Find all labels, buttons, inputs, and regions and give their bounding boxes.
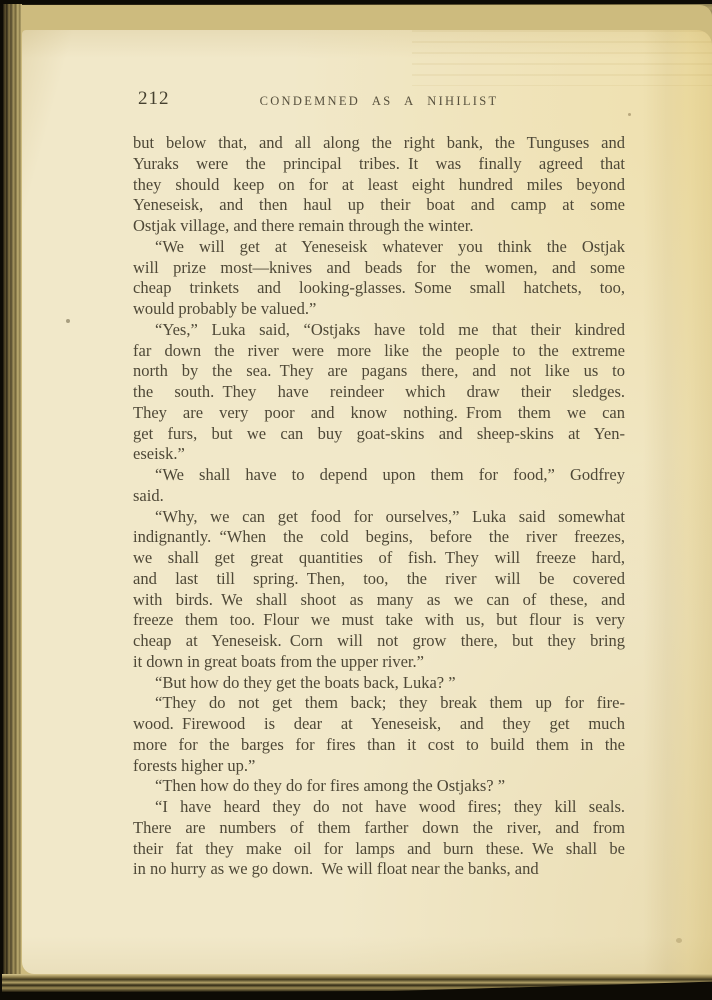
text-line: but below that, and all along the right bank, the Tunguses and [133, 133, 625, 152]
text-line: we shall get great quantities of fish. They will freeze hard, [133, 548, 625, 567]
paragraph [133, 797, 625, 880]
text-line: indignantly. “When the cold begins, before the river freezes, [133, 527, 625, 547]
text-line: cheap at Yeneseisk. Corn will not grow there, but they bring [133, 631, 625, 650]
running-header-title: CONDEMNED AS A NIHILIST [259, 94, 499, 108]
text-line: “Then how do they do for fires among the Ostjaks? ” [155, 776, 506, 796]
text-line: “We shall have to depend upon them for food,” Godfrey [155, 465, 625, 484]
page-stack-left-edge [3, 4, 22, 990]
paper-smudge [160, 640, 170, 647]
text-line: their fat they make oil for lamps and burn these. We shall be [133, 838, 625, 858]
text-line: would probably be valued.” [133, 299, 317, 318]
text-line: will prize most—knives and beads for the women, and some [133, 257, 625, 277]
text-line: freeze them too. Flour we must take with us, but flour is very [133, 610, 625, 630]
text-line: They are very poor and know nothing. From them we can [133, 402, 625, 422]
text-line: cheap trinkets and looking-glasses. Some small hatchets, too, [133, 278, 625, 298]
text-line: it down in great boats from the upper river.” [133, 651, 424, 671]
text-line: in no hurry as we go down. We will float near the banks, and [133, 859, 539, 879]
text-line: “I have heard they do not have wood fires; they kill seals. [155, 797, 625, 816]
paragraph [133, 776, 625, 797]
text-line: and last till spring. Then, too, the river will be covered [133, 568, 625, 588]
text-line: wood. Firewood is dear at Yeneseisk, and they get much [133, 714, 625, 733]
book-page [22, 30, 712, 974]
paragraph [133, 465, 625, 507]
text-line: There are numbers of them farther down the river, and from [133, 817, 625, 837]
paragraph [133, 237, 625, 320]
text-line: said. [133, 485, 164, 505]
text-line: more for the barges for fires than it cost to build them in the [133, 734, 625, 754]
text-line: the south. They have reindeer which draw their sledges. [133, 382, 625, 401]
text-line: forests higher up.” [133, 755, 256, 775]
paper-speck [66, 319, 70, 323]
paragraph [133, 507, 625, 673]
text-line: Yeneseisk, and then haul up their boat and camp at some [133, 195, 625, 215]
text-line: “But how do they get the boats back, Luka? ” [155, 672, 456, 692]
text-line: they should keep on for at least eight hundred miles beyond [133, 174, 625, 194]
text-line: with birds. We shall shoot as many as we can of these, and [133, 589, 625, 609]
page-corner-sheen [412, 30, 712, 86]
paragraph [133, 320, 625, 465]
page-text [133, 133, 625, 880]
text-line: “Why, we can get food for ourselves,” Luka said somewhat [155, 506, 625, 526]
text-line: far down the river were more like the people to the extreme [133, 340, 625, 360]
text-line: “We will get at Yeneseisk whatever you think the Ostjak [155, 236, 625, 256]
paragraph [133, 673, 625, 694]
text-line: “Yes,” Luka said, “Ostjaks have told me that their kindred [155, 319, 625, 339]
running-head [133, 88, 625, 114]
page-number: 212 [138, 88, 170, 109]
paper-speck [676, 938, 682, 943]
text-line: “They do not get them back; they break them up for fire- [155, 693, 625, 713]
text-line: eseisk.” [133, 444, 185, 464]
text-line: north by the sea. They are pagans there, and not like us to [133, 361, 625, 381]
text-line: Ostjak village, and there remain through the winter. [133, 216, 474, 235]
paper-speck [628, 113, 631, 116]
paragraph [133, 133, 625, 237]
text-line: Yuraks were the principal tribes. It was finally agreed that [133, 153, 625, 173]
paragraph [133, 693, 625, 776]
text-line: get furs, but we can buy goat-skins and sheep-skins at Yen- [133, 423, 625, 443]
